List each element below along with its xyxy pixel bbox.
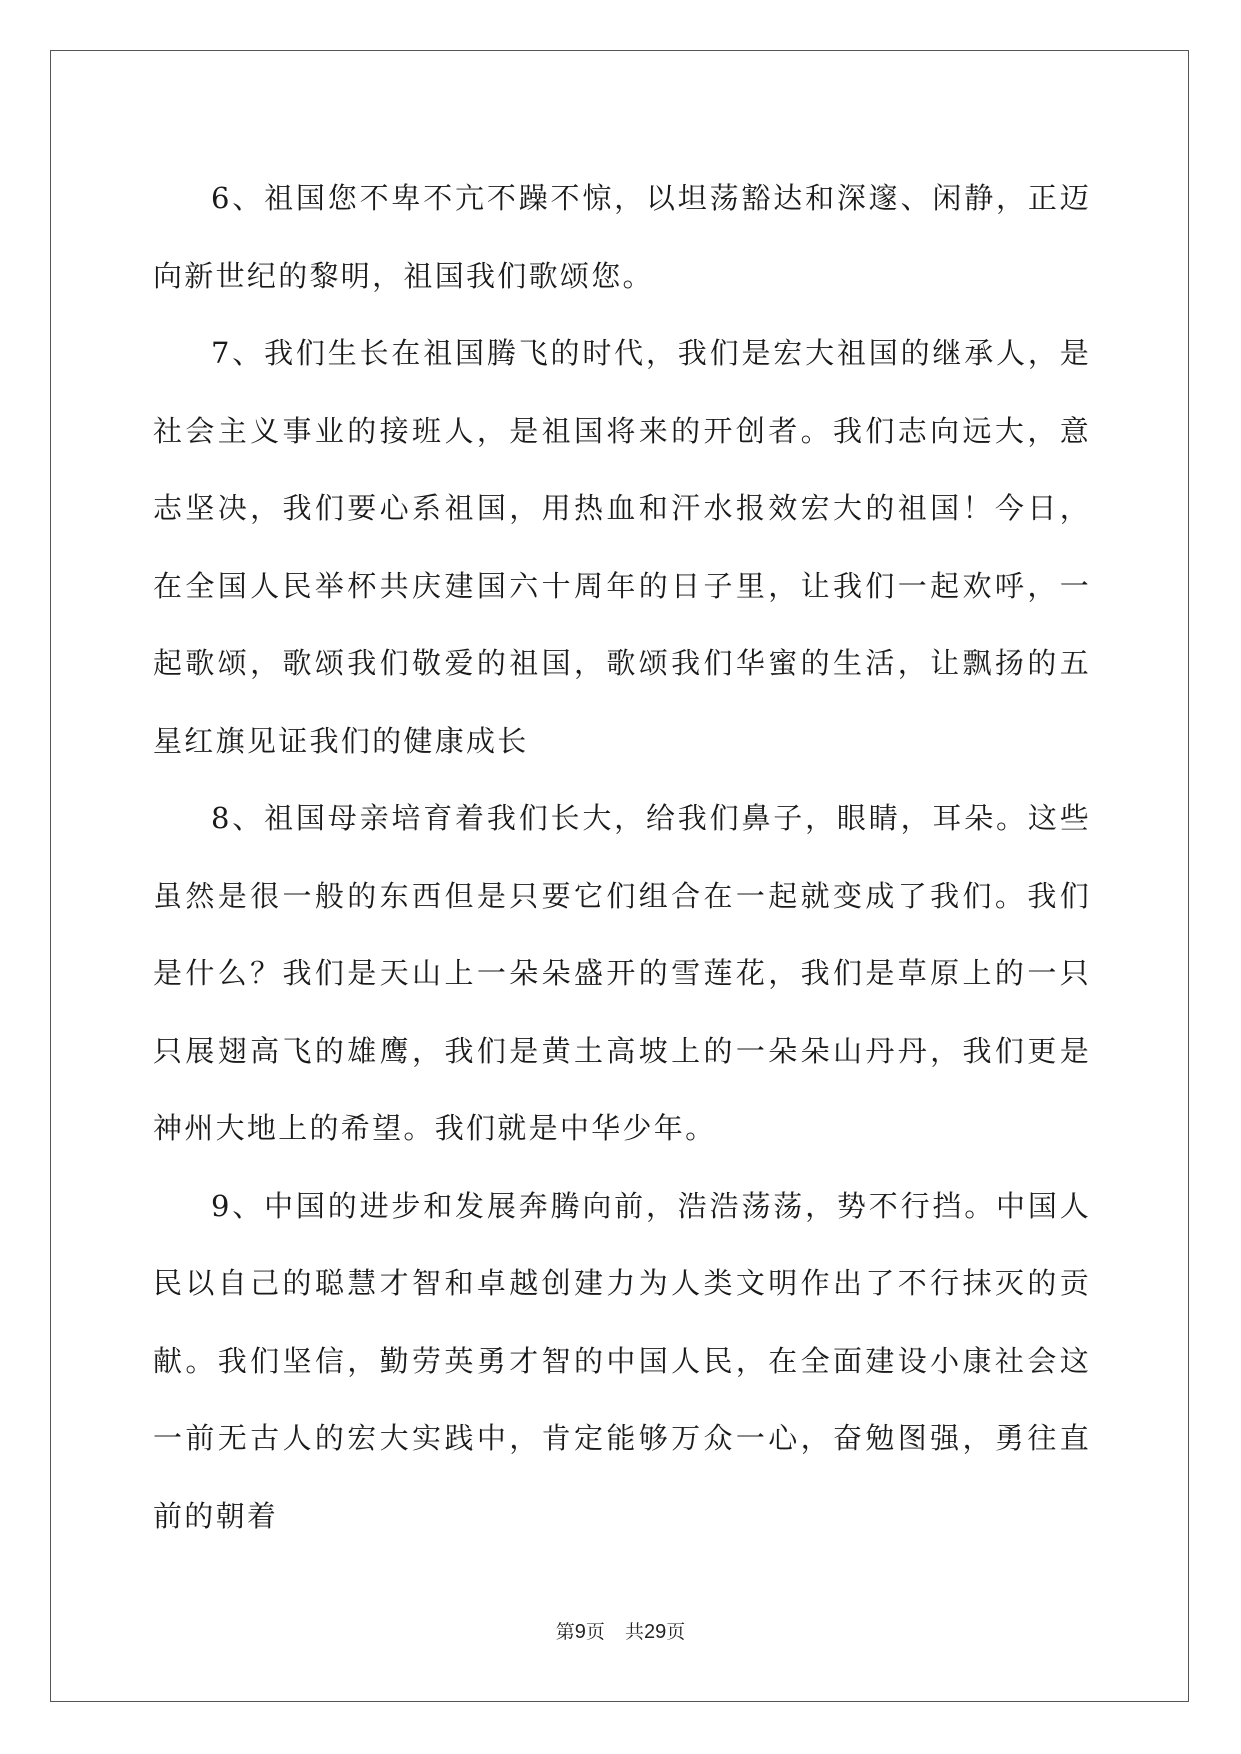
total-prefix: 共: [624, 1621, 644, 1643]
document-body: [153, 160, 1091, 1555]
page-footer: [0, 1617, 1241, 1644]
paragraph-9: 9、中国的进步和发展奔腾向前，浩浩荡荡，势不行挡。中国人民以自己的聪慧才智和卓越创建力为人类文明作出了不行抹灭的贡献。我们坚信，勤劳英勇才智的中国人民，在全面建设小康社会这一前无古人的宏大实践中，肯定能够万众一心，奋勉图强，勇往直前的朝着: [153, 1188, 1091, 1533]
page-suffix: 页: [585, 1621, 605, 1643]
paragraph-8: 8、祖国母亲培育着我们长大，给我们鼻子，眼睛，耳朵。这些虽然是很一般的东西但是只要它们组合在一起就变成了我们。我们是什么？我们是天山上一朵朵盛开的雪莲花，我们是草原上的一只只展翅高飞的雄鹰，我们是黄土高坡上的一朵朵山丹丹，我们更是神州大地上的希望。我们就是中华少年。: [153, 801, 1091, 1145]
total-pages: 29: [643, 1621, 667, 1643]
page-prefix: 第: [555, 1621, 575, 1643]
paragraph-6: 6、祖国您不卑不亢不躁不惊，以坦荡豁达和深邃、闲静，正迈向新世纪的黎明，祖国我们歌颂您。: [153, 181, 1091, 293]
page-number: 9: [574, 1621, 586, 1643]
paragraph-7: 7、我们生长在祖国腾飞的时代，我们是宏大祖国的继承人，是社会主义事业的接班人，是祖国将来的开创者。我们志向远大，意志坚决，我们要心系祖国，用热血和汗水报效宏大的祖国！今日，在全国人民举杯共庆建国六十周年的日子里，让我们一起欢呼，一起歌颂，歌颂我们敬爱的祖国，歌颂我们华蜜的生活，让飘扬的五星红旗见证我们的健康成长: [153, 336, 1091, 758]
total-suffix: 页: [666, 1621, 686, 1643]
